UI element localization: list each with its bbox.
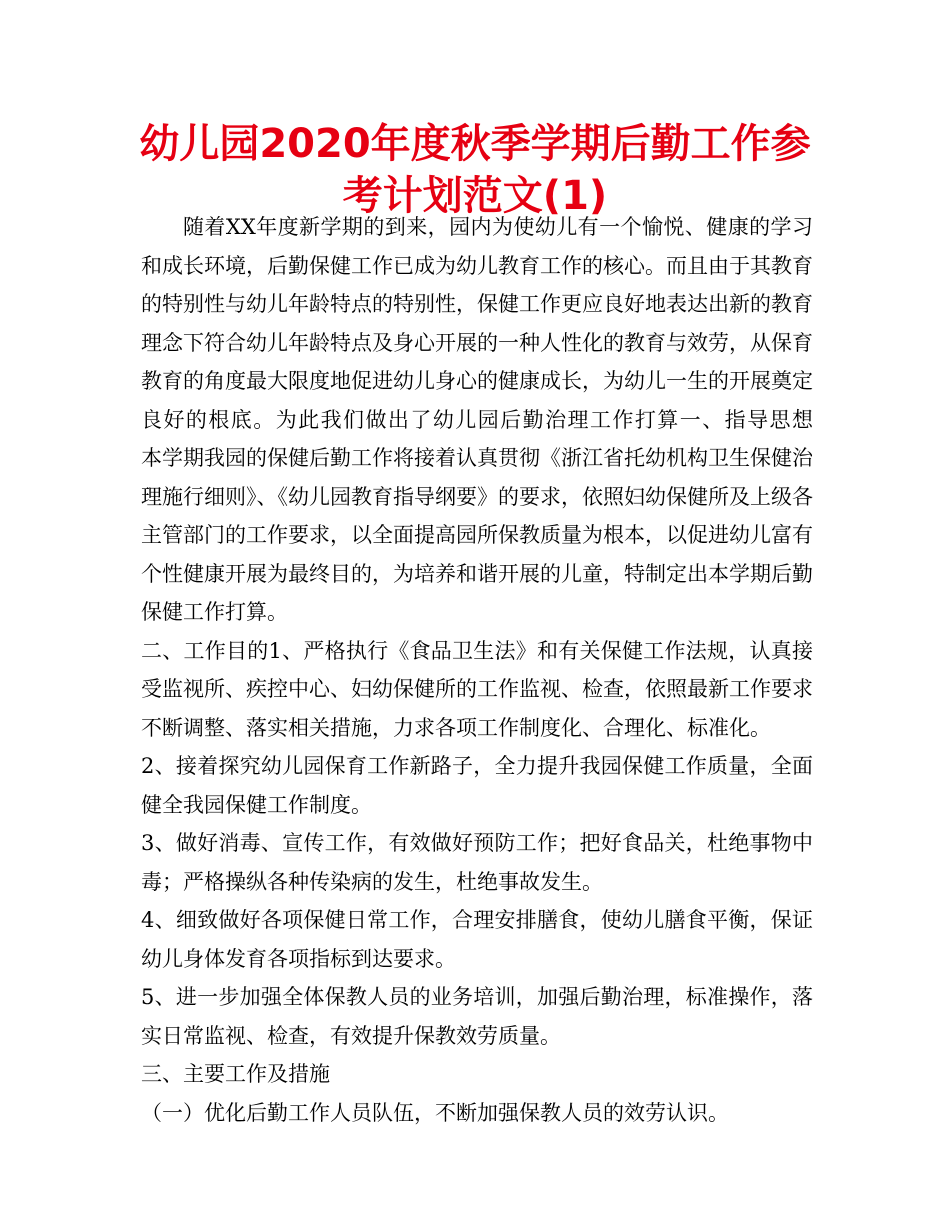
paragraph-work-goals: 二、工作目的1、严格执行《食品卫生法》和有关保健工作法规，认真接受监视所、疾控中心、妇幼保健所的工作监视、检查，依照最新工作要求不断调整、落实相关措施，力求各项工作制度化、合理化、标准化。 (141, 638, 813, 740)
document-title: 幼儿园2020年度秋季学期后勤工作参考计划范文(1) (139, 121, 811, 219)
paragraph-goal-5: 5、进一步加强全体保教人员的业务培训，加强后勤治理，标准操作，落实日常监视、检查，有效提升保教效劳质量。 (141, 985, 813, 1048)
paragraph-goal-3: 3、做好消毒、宣传工作，有效做好预防工作；把好食品关，杜绝事物中毒；严格操纵各种传染病的发生，杜绝事故发生。 (141, 831, 813, 894)
paragraph-subsection-1: （一）优化后勤工作人员队伍，不断加强保教人员的效劳认识。 (141, 1100, 729, 1125)
paragraph-intro: 随着XX年度新学期的到来，园内为使幼儿有一个愉悦、健康的学习和成长环境，后勤保健工作已成为幼儿教育工作的核心。而且由于其教育的特别性与幼儿年龄特点的特别性，保健工作更应良好地表达出新的教育理念下符合幼儿年龄特点及身心开展的一种人性化的教育与效劳，从保育教育的角度最大限度地促进幼儿身心的健康成长，为幼儿一生的开展奠定良好的根底。为此我们做出了幼儿园后勤治理工作打算一、指导思想 本学期我园的保健后勤工作将接着认真贯彻《浙江省托幼机构卫生保健治理施行细则》、《幼儿园教育指导纲要》的要求，依照妇幼保健所及上级各主管部门的工作要求，以全面提高园所保教质量为根本，以促进幼儿富有个性健康开展为最终目的，为培养和谐开展的儿童，特制定出本学期后勤保健工作打算。 (141, 215, 855, 624)
paragraph-goal-4: 4、细致做好各项保健日常工作，合理安排膳食，使幼儿膳食平衡，保证幼儿身体发育各项指标到达要求。 (141, 908, 813, 971)
section-heading-main-work: 三、主要工作及措施 (141, 1062, 330, 1086)
paragraph-goal-2: 2、接着探究幼儿园保育工作新路子，全力提升我园保健工作质量，全面健全我园保健工作制度。 (141, 754, 813, 817)
document-body (141, 208, 855, 1132)
